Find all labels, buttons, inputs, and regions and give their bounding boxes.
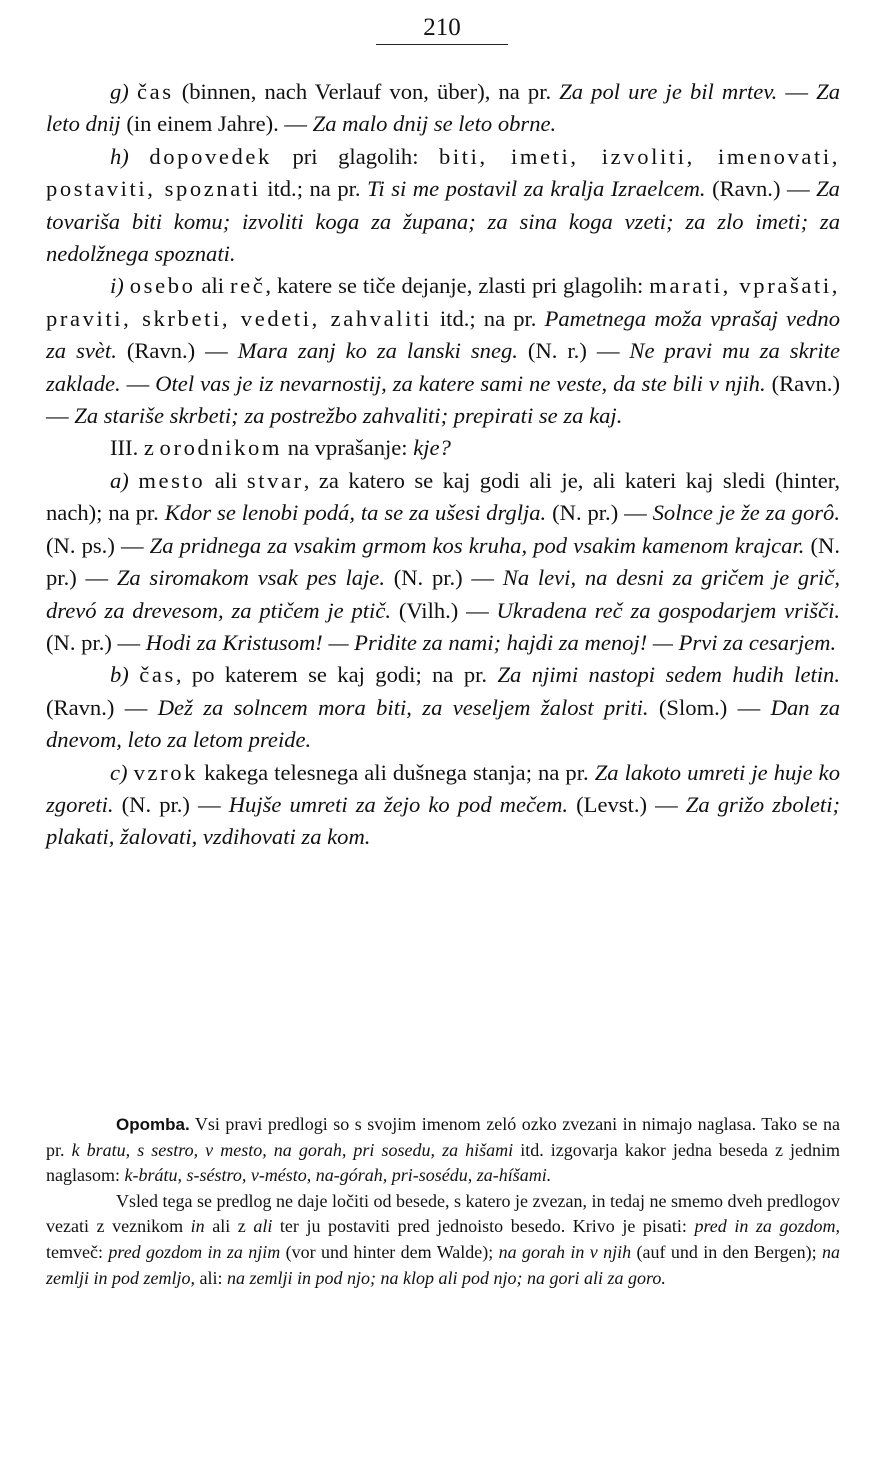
italic-example: na gorah in v njih: [498, 1241, 632, 1262]
text-run: ali: [195, 273, 230, 299]
spaced-term: biti, imeti, izvoliti, imenovati, postaviti, spoznati: [46, 143, 841, 202]
main-paragraph: [46, 465, 840, 659]
italic-example: Za stariše skrbeti; za postrežbo zahvaliti; prepirati se za kaj.: [74, 403, 623, 429]
italic-example: Na levi, na desni za gričem je grič, drevó za drevesom, za ptičem je ptič.: [46, 565, 840, 623]
italic-example: Za pol ure je bil mrtev.: [559, 79, 778, 104]
text-run: —: [777, 79, 817, 104]
text-run: pri glagolih:: [271, 143, 440, 169]
text-run: (binnen, nach Verlauf von, über), na pr.: [173, 79, 560, 104]
text-run: temveč:: [46, 1241, 109, 1262]
italic-example: Solnce je že za gorô.: [652, 500, 840, 526]
text-run: itd.; na pr.: [431, 305, 545, 331]
italic-example: k-brátu, s-séstro, v-mésto, na-górah, pri-sosédu, za-híšami.: [124, 1165, 552, 1186]
note-paragraph: [46, 1112, 840, 1189]
text-run: ter ju postaviti pred jednoisto besedo. Krivo je pisati:: [272, 1216, 695, 1237]
italic-example: Dan za dnevom, leto za letom preide.: [46, 694, 841, 753]
text-run: —: [120, 370, 156, 396]
text-run: III. z: [110, 435, 160, 461]
text-run: ali:: [195, 1267, 227, 1288]
text-run: [129, 662, 139, 687]
text-run: (Ravn.) —: [705, 176, 817, 202]
spaced-term: osebo: [129, 273, 196, 299]
text-run: (auf und in den Bergen);: [631, 1241, 822, 1262]
italic-example: Za malo dnij se leto obrne.: [312, 111, 557, 137]
main-paragraph: [46, 141, 840, 271]
text-run: Vsled tega se predlog ne daje ločiti od besede, s katero je zvezan, in tedaj ne smemo dveh predlogov vezati z veznikom: [46, 1190, 840, 1237]
spaced-term: čas: [136, 79, 174, 104]
italic-example: Kdor se lenobi podá, ta se za ušesi drglja.: [164, 500, 547, 526]
text-run: (N. pr.) —: [384, 565, 503, 591]
text-run: [129, 468, 138, 493]
text-run: ali: [205, 467, 247, 493]
main-paragraph: [46, 757, 840, 854]
main-paragraph: [46, 270, 840, 432]
text-run: , po katerem se kaj godi; na pr.: [175, 662, 498, 688]
text-run: (Ravn.) —: [46, 370, 840, 429]
text-run: itd. izgovarja kakor jedna beseda z jednim naglasom:: [46, 1139, 840, 1186]
italic-example: b): [110, 662, 129, 688]
italic-example: na zemlji in pod njo; na klop ali pod njo; na gori ali za goro.: [227, 1267, 666, 1288]
italic-example: Ti si me postavil za kralja Izraelcem.: [367, 176, 706, 202]
italic-example: na zemlji in pod zemljo,: [46, 1241, 840, 1288]
text-run: (N. pr.) —: [46, 629, 146, 655]
italic-example: g): [110, 79, 129, 104]
spaced-term: marati, vprašati, praviti, skrbeti, vedeti, zahvaliti: [46, 273, 840, 331]
text-run: (N. pr.) —: [546, 500, 653, 526]
text-run: (N. ps.) —: [46, 532, 150, 558]
italic-example: Hujše umreti za žejo ko pod mečem.: [228, 791, 569, 817]
italic-example: Za tovariša biti komu; izvoliti koga za župana; za sina koga vzeti; za zlo imeti; za nedolžnega spoznati.: [46, 176, 840, 267]
text-run: (in einem Jahre). —: [120, 111, 313, 137]
italic-example: Za njimi nastopi sedem hudih letin.: [497, 662, 840, 688]
text-run: (Levst.) —: [568, 791, 686, 817]
italic-example: Za lakoto umreti je huje ko zgoreti.: [46, 759, 840, 817]
text-run: [129, 79, 137, 104]
italic-example: h): [110, 143, 129, 169]
italic-example: Mara zanj ko za lanski sneg.: [237, 338, 518, 364]
italic-example: i): [110, 273, 124, 299]
text-run: kakega telesnega ali dušnega stanja; na pr.: [198, 759, 595, 785]
text-run: , za katero se kaj godi ali je, ali kateri kaj sledi (hinter, nach); na pr.: [46, 467, 840, 526]
text-run: (N. r.) —: [517, 338, 630, 364]
text-run: ali z: [204, 1216, 254, 1237]
note-paragraph: [46, 1189, 840, 1291]
spaced-term: čas: [139, 662, 176, 688]
text-run: (Ravn.) —: [116, 338, 238, 364]
main-text: [46, 76, 840, 854]
page-number: 210: [423, 14, 461, 41]
italic-example: ali: [253, 1216, 273, 1237]
italic-example: in: [190, 1216, 205, 1237]
italic-example: Dež za solncem mora biti, za veseljem žalost priti.: [157, 694, 649, 720]
header-rule: [376, 44, 508, 45]
italic-example: c): [110, 759, 128, 785]
text-run: , katere se tiče dejanje, zlasti pri glagolih:: [265, 273, 650, 299]
spaced-term: reč: [230, 273, 266, 299]
main-paragraph: [46, 76, 840, 141]
italic-example: Za leto dnij: [46, 79, 841, 137]
text-run: (vor und hinter dem Walde);: [280, 1241, 499, 1262]
text-run: (Vilh.) —: [391, 597, 497, 623]
italic-example: a): [110, 467, 129, 493]
text-run: (N. pr.) —: [113, 791, 229, 817]
note-label: Opomba.: [116, 1115, 190, 1134]
spaced-term: vzrok: [133, 759, 199, 785]
text-run: na vprašanje:: [282, 435, 414, 461]
italic-example: Za siromakom vsak pes laje.: [116, 565, 385, 591]
text-run: itd.; na pr.: [260, 176, 368, 202]
italic-example: pred in za gozdom,: [694, 1216, 840, 1237]
spaced-term: dopovedek: [149, 143, 272, 169]
spaced-term: orodnikom: [159, 435, 283, 461]
italic-example: Otel vas je iz nevarnostij, za katere sami ne veste, da ste bili v njih.: [155, 370, 766, 396]
footnote-opomba: [46, 1112, 840, 1291]
italic-example: k bratu, s sestro, v mesto, na gorah, pri sosedu, za hišami: [71, 1139, 514, 1160]
italic-example: Ne pravi mu za skrite zaklade.: [46, 338, 840, 396]
text-run: (Slom.) —: [648, 694, 771, 720]
text-run: (Ravn.) —: [46, 694, 158, 720]
text-run: [129, 144, 150, 169]
text-run: (N. pr.) —: [46, 532, 841, 591]
main-paragraph: [46, 432, 840, 464]
italic-example: Za pridnega za vsakim grmom kos kruha, pod vsakim kamenom krajcar.: [149, 532, 805, 558]
italic-example: Pametnega moža vprašaj vedno za svèt.: [46, 305, 841, 364]
italic-example: Ukradena reč za gospodarjem vrišči.: [496, 597, 840, 623]
italic-example: Hodi za Kristusom! — Pridite za nami; hajdi za menoj! — Prvi za cesarjem.: [145, 629, 837, 655]
italic-example: Za grižo zboleti; plakati, žalovati, vzdihovati za kom.: [46, 791, 840, 850]
text-run: Vsi pravi predlogi so s svojim imenom zeló ozko zvezani in nimajo naglasa. Tako se na pr.: [46, 1114, 840, 1160]
main-paragraph: [46, 659, 840, 756]
spaced-term: stvar: [246, 467, 304, 493]
italic-example: pred gozdom in za njim: [108, 1241, 281, 1262]
italic-example: kje?: [413, 435, 451, 461]
spaced-term: mesto: [138, 467, 206, 493]
